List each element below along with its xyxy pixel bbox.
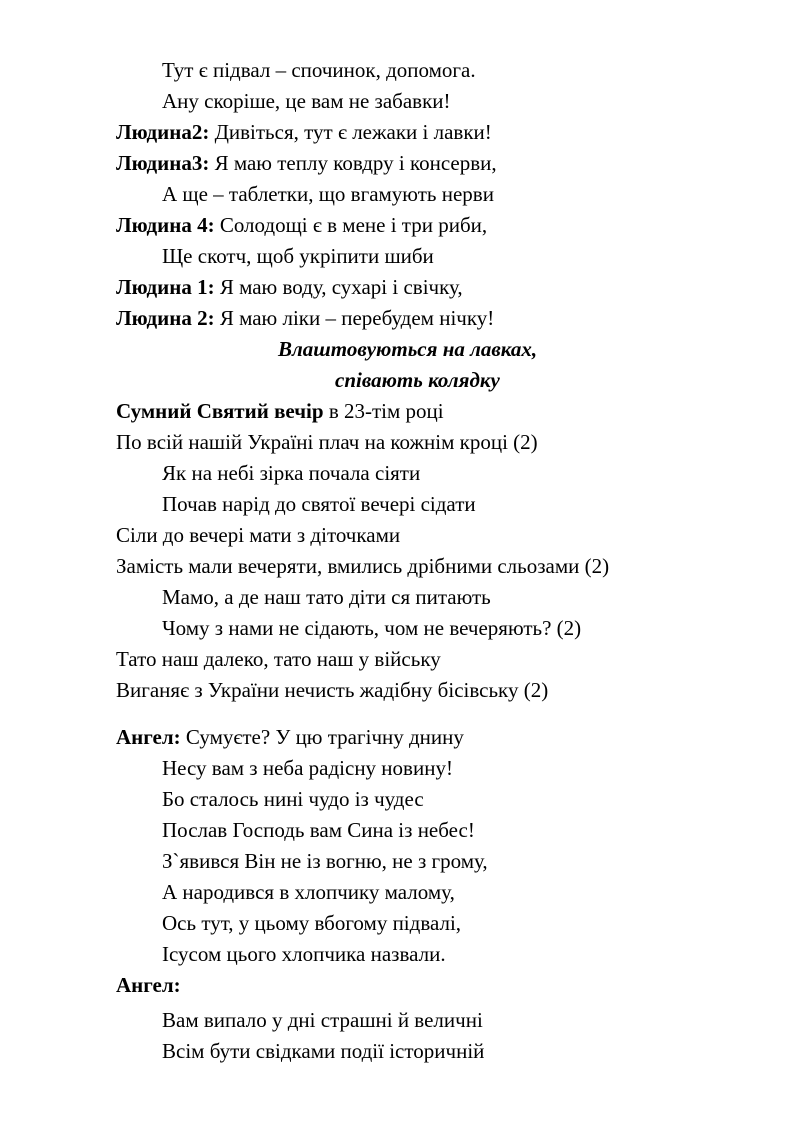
song-line [116, 399, 444, 423]
verse-line [162, 1008, 483, 1032]
line-text: в 23-тім році [323, 399, 444, 423]
song-line [116, 678, 548, 702]
dialogue-line [116, 151, 497, 175]
dialogue-line [116, 213, 487, 237]
song-line [162, 492, 476, 516]
dialogue-line [116, 275, 463, 299]
song-line [162, 461, 420, 485]
line-text: З`явився Він не із вогню, не з грому, [162, 849, 488, 873]
speaker-name: Людина 2: [116, 306, 215, 330]
verse-line [162, 182, 494, 206]
song-line [162, 585, 491, 609]
dialogue-line [116, 120, 492, 144]
line-text: А народився в хлопчику малому, [162, 880, 455, 904]
verse-line [162, 89, 451, 113]
line-text: Тато наш далеко, тато наш у війську [116, 647, 441, 671]
song-line [162, 616, 581, 640]
line-text: Всім бути свідками події історичній [162, 1039, 485, 1063]
line-text: Солодощі є в мене і три риби, [214, 213, 488, 237]
dialogue-line [116, 973, 181, 997]
song-line [116, 430, 538, 454]
line-text: Я маю теплу ковдру і консерви, [209, 151, 497, 175]
line-text: Як на небі зірка почала сіяти [162, 461, 421, 485]
stage-direction [335, 368, 500, 392]
stage-direction [278, 337, 537, 361]
speaker-name: Людина2: [116, 120, 210, 144]
line-text: Дивіться, тут є лежаки і лавки! [209, 120, 492, 144]
line-text: Замість мали вечеряти, вмились дрібними сльозами (2) [116, 554, 610, 578]
line-text: Чому з нами не сідають, чом не вечеряють? (2) [162, 616, 582, 640]
dialogue-line [116, 306, 494, 330]
verse-line [162, 787, 424, 811]
speaker-name: Ангел: [116, 725, 181, 749]
line-text: Ось тут, у цьому вбогому підвалі, [162, 911, 462, 935]
song-line [116, 554, 609, 578]
line-text: Я маю воду, сухарі і свічку, [214, 275, 463, 299]
speaker-name: Людина 1: [116, 275, 215, 299]
line-text: Мамо, а де наш тато діти ся питають [162, 585, 491, 609]
line-text: Бо сталось нині чудо із чудес [162, 787, 424, 811]
line-text: Послав Господь вам Сина із небес! [162, 818, 475, 842]
speaker-name: Ангел: [116, 973, 181, 997]
verse-line [162, 244, 434, 268]
dialogue-line [116, 725, 464, 749]
song-title: Сумний Святий вечір [116, 399, 324, 423]
line-text: Сіли до вечері мати з діточками [116, 523, 401, 547]
line-text: Виганяє з України нечисть жадібну бісівську (2) [116, 678, 549, 702]
line-text: По всій нашій Україні плач на кожнім кроці (2) [116, 430, 538, 454]
verse-line [162, 756, 453, 780]
verse-line [162, 58, 476, 82]
line-text: Несу вам з неба радісну новину! [162, 756, 453, 780]
verse-line [162, 911, 461, 935]
song-line [116, 523, 400, 547]
line-text: А ще – таблетки, що вгамують нерви [162, 182, 494, 206]
stage-direction-text: співають колядку [335, 368, 500, 392]
verse-line [162, 880, 455, 904]
line-text: Ісусом цього хлопчика назвали. [162, 942, 446, 966]
verse-line [162, 942, 446, 966]
line-text: Тут є підвал – спочинок, допомога. [162, 58, 476, 82]
verse-line [162, 1039, 484, 1063]
line-text: Почав нарід до святої вечері сідати [162, 492, 476, 516]
stage-direction-text: Влаштовуються на лавках, [278, 337, 538, 361]
line-text: Ану скоріше, це вам не забавки! [162, 89, 451, 113]
verse-line [162, 849, 488, 873]
line-text: Сумуєте? У цю трагічну днину [180, 725, 464, 749]
verse-line [162, 818, 475, 842]
line-text: Я маю ліки – перебудем нічку! [214, 306, 495, 330]
speaker-name: Людина3: [116, 151, 210, 175]
song-line [116, 647, 441, 671]
speaker-name: Людина 4: [116, 213, 215, 237]
line-text: Ще скотч, щоб укріпити шиби [162, 244, 434, 268]
line-text: Вам випало у дні страшні й величні [162, 1008, 483, 1032]
